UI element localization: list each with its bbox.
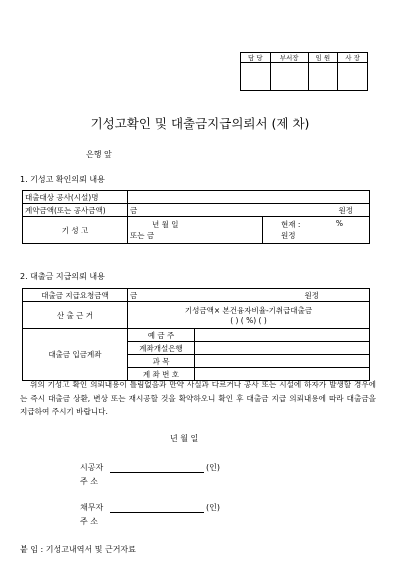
section1-table bbox=[22, 190, 370, 244]
account-bank-value[interactable] bbox=[195, 342, 370, 355]
contract-amount-unit: 원정 bbox=[338, 205, 353, 215]
request-amount-label: 대출금 지급요청금액 bbox=[23, 289, 128, 302]
contractor-label: 시공자 bbox=[80, 463, 104, 472]
progress-label: 기 성 고 bbox=[23, 217, 128, 244]
contract-amount-prefix: 금 bbox=[130, 205, 138, 215]
calc-basis-cell[interactable] bbox=[128, 302, 370, 329]
project-name-value[interactable] bbox=[128, 191, 370, 204]
contract-amount-label: 계약금액(또는 공사금액) bbox=[23, 204, 128, 217]
debtor-address-label: 주 소 bbox=[80, 517, 98, 526]
section1-heading: 1. 기성고 확인의뢰 내용 bbox=[20, 175, 105, 184]
section2-heading: 2. 대출금 지급의뢰 내용 bbox=[20, 272, 105, 281]
approval-sign-box bbox=[270, 63, 308, 91]
request-amount-unit: 원정 bbox=[304, 290, 319, 300]
debtor-signature-line[interactable] bbox=[110, 512, 204, 513]
account-holder-label: 예 금 주 bbox=[128, 329, 195, 342]
progress-or-amount: 또는 금 bbox=[130, 231, 155, 240]
approval-header-manager: 담 당 bbox=[241, 53, 271, 63]
account-label: 대출금 입금계좌 bbox=[23, 329, 128, 381]
addressee: 은행 앞 bbox=[86, 150, 112, 159]
progress-current-cell[interactable] bbox=[263, 217, 370, 244]
contract-amount-value[interactable] bbox=[128, 204, 370, 217]
approval-sign-box bbox=[338, 63, 368, 91]
approval-table bbox=[240, 52, 368, 91]
project-name-label: 대출대상 공사(시설)명 bbox=[23, 191, 128, 204]
account-holder-value[interactable] bbox=[195, 329, 370, 342]
request-amount-prefix: 금 bbox=[130, 290, 138, 300]
approval-sign-box bbox=[308, 63, 338, 91]
statement-paragraph: 위의 기성고 확인 의뢰내용이 틀림없음과 만약 사실과 다르거나 공사 또는 시설에 하자가 발생할 경우에는 즉시 대출금 상환, 변상 또는 재시공할 것을 확약하오니 확인 후 대출금 지급 의뢰내용에 따라 대출금을 지급하여 주시기 바랍니다. bbox=[20, 380, 376, 416]
debtor-label: 채무자 bbox=[80, 503, 104, 512]
contractor-address-label: 주 소 bbox=[80, 477, 98, 486]
account-number-label: 계 좌 번 호 bbox=[128, 368, 195, 381]
approval-header-president: 사 장 bbox=[338, 53, 368, 63]
calc-paren: ( ) ( %) ( ) bbox=[230, 316, 267, 325]
document-title: 기성고확인 및 대출금지급의뢰서 (제 차) bbox=[90, 116, 310, 131]
debtor-seal: (인) bbox=[206, 503, 220, 512]
account-bank-label: 계좌개설은행 bbox=[128, 342, 195, 355]
calc-formula: 기성금액× 본건융자비율-기취급대출금 bbox=[184, 306, 313, 315]
attachment-note: 붙 임 : 기성고내역서 및 근거자료 bbox=[20, 545, 136, 554]
account-subject-label: 과 목 bbox=[128, 355, 195, 368]
approval-header-executive: 임 원 bbox=[308, 53, 338, 63]
progress-unit: 원정 bbox=[281, 231, 296, 240]
section2-table bbox=[22, 288, 370, 381]
date-line: 년 월 일 bbox=[170, 434, 199, 443]
request-amount-value[interactable] bbox=[128, 289, 370, 302]
progress-date: 년 월 일 bbox=[152, 220, 179, 229]
calc-basis-label: 산 출 근 거 bbox=[23, 302, 128, 329]
account-subject-value[interactable] bbox=[195, 355, 370, 368]
progress-current: 현재 : bbox=[281, 220, 301, 229]
contractor-signature-line[interactable] bbox=[110, 472, 204, 473]
approval-header-dept-head: 부서장 bbox=[270, 53, 308, 63]
progress-percent: % bbox=[335, 219, 343, 228]
contractor-seal: (인) bbox=[206, 463, 220, 472]
progress-date-cell[interactable] bbox=[128, 217, 263, 244]
approval-sign-box bbox=[241, 63, 271, 91]
